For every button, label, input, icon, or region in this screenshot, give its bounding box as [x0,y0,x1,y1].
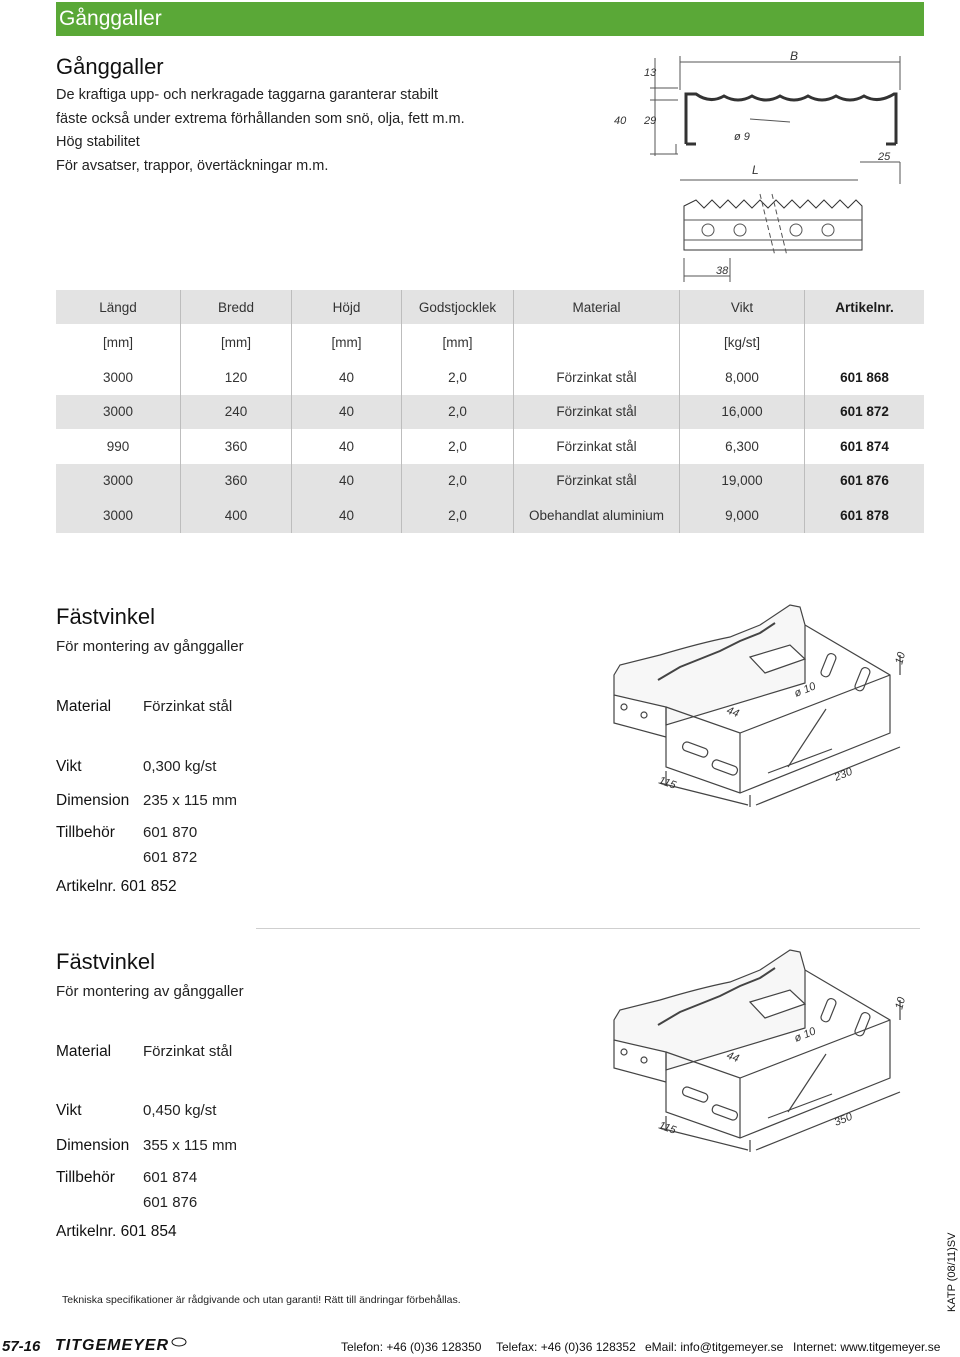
cell-article: 601 876 [805,464,925,499]
bracket2-material-label: Material [56,1043,112,1060]
table-row [56,464,924,499]
cell-length: 3000 [56,360,181,395]
bracket1-dim-10: 10 [893,650,909,666]
page-number: 57-16 [2,1338,41,1355]
bracket1-dimension: 235 x 115 mm [143,792,237,809]
cell-width: 360 [181,464,292,499]
unit-cell [514,324,680,360]
section-header-bar: Gånggaller [56,2,924,36]
cell-width: 120 [181,360,292,395]
dim-label-b: B [790,49,799,63]
bracket2-accessory: 601 874 [143,1169,198,1186]
description-line: De kraftiga upp- och nerkragade taggarna garanterar stabilt [56,87,439,103]
cell-thickness: 2,0 [402,464,514,499]
cell-article: 601 878 [805,498,925,533]
description-line: För avsatser, trappor, övertäckningar m.m. [56,157,329,174]
bracket1-dim-hole: ø 10 [792,680,818,700]
bracket1-subtitle: För montering av gånggaller [56,638,244,655]
dim-label-29: 29 [644,115,657,127]
cell-material: Förzinkat stål [514,360,680,395]
bracket2-title: Fästvinkel [56,949,156,974]
bracket2-weight-label: Vikt [56,1102,82,1119]
bracket1-accessory: 601 870 [143,824,198,841]
unit-cell: [kg/st] [680,324,805,360]
footer-email[interactable]: eMail: info@titgemeyer.se [645,1340,784,1354]
unit-cell: [mm] [402,324,514,360]
unit-cell: [mm] [56,324,181,360]
footer-phone: Telefon: +46 (0)36 128350 [341,1340,482,1354]
header-width: Bredd [181,290,292,324]
bracket2-dim-350: 350 [832,1110,855,1129]
cell-height: 40 [292,429,402,464]
cell-weight: 8,000 [680,360,805,395]
cell-height: 40 [292,498,402,533]
bracket2-article: Artikelnr. 601 854 [56,1223,177,1240]
cell-thickness: 2,0 [402,360,514,395]
logo-text: TITGEMEYER [55,1337,170,1354]
bracket1-dim-115: 115 [656,774,678,792]
dim-label-hole-9: ø 9 [734,131,750,143]
product-description [56,84,465,178]
description-line: fäste också under extrema förhållanden som snö, olja, fett m.m. [56,110,465,127]
bracket1-dim-230: 230 [832,765,855,784]
cell-height: 40 [292,395,402,430]
header-article: Artikelnr. [805,290,925,324]
footer-fax: Telefax: +46 (0)36 128352 [496,1340,636,1354]
cell-width: 360 [181,429,292,464]
table-unit-row [56,324,924,360]
bracket1-weight-label: Vikt [56,758,82,775]
bracket2-dimension-label: Dimension [56,1137,130,1154]
cell-material: Förzinkat stål [514,429,680,464]
bracket2-accessory: 601 876 [143,1194,198,1211]
table-header-row [56,290,924,324]
bracket2-dimension: 355 x 115 mm [143,1137,237,1154]
bracket2-material: Förzinkat stål [143,1043,233,1060]
cell-weight: 16,000 [680,395,805,430]
cell-article: 601 874 [840,438,889,454]
section-divider [256,928,920,929]
footer-website[interactable]: Internet: www.titgemeyer.se [793,1340,941,1354]
bracket1-article: Artikelnr. 601 852 [56,878,177,895]
header-weight: Vikt [680,290,805,324]
cell-weight: 9,000 [680,498,805,533]
disclaimer: Tekniska specifikationer är rådgivande och utan garanti! Rätt till ändringar förbehållas. [62,1294,461,1306]
bracket2-weight: 0,450 kg/st [143,1102,217,1119]
description-line: Hög stabilitet [56,134,140,150]
bracket1-material: Förzinkat stål [143,698,233,715]
company-logo [55,1337,187,1355]
dim-label-38: 38 [716,265,729,277]
bracket2-subtitle: För montering av gånggaller [56,983,244,1000]
header-height: Höjd [292,290,402,324]
cell-article: 601 872 [805,395,925,430]
table-row [56,360,924,395]
header-length: Längd [56,290,181,324]
bracket1-dim-44: 44 [724,704,741,721]
logo-mark-icon [171,1337,187,1347]
catalog-code: KATP (08/11)SV [946,1232,958,1312]
bracket1-title: Fästvinkel [56,604,156,629]
bracket2-dim-10: 10 [893,995,909,1011]
bracket2-dim-44: 44 [724,1049,741,1066]
bracket2-accessory-label: Tillbehör [56,1169,115,1186]
cell-material: Förzinkat stål [514,395,680,430]
dim-label-l: L [752,163,759,177]
product-title: Gånggaller [56,54,164,79]
bracket1-accessory: 601 872 [143,849,198,866]
cell-article: 601 868 [840,369,889,385]
cell-length: 3000 [56,395,181,430]
cell-height: 40 [292,464,402,499]
cell-material: Obehandlat aluminium [514,498,680,533]
header-material: Material [514,290,680,324]
dim-label-13: 13 [644,67,657,79]
cell-weight: 6,300 [680,429,805,464]
cell-length: 990 [56,429,181,464]
grating-profile-drawing [600,44,920,284]
dim-label-40: 40 [614,115,627,127]
cell-material: Förzinkat stål [514,464,680,499]
table-row [56,498,924,533]
unit-cell: [mm] [292,324,402,360]
cell-thickness: 2,0 [402,498,514,533]
cell-width: 400 [181,498,292,533]
bracket1-weight: 0,300 kg/st [143,758,217,775]
table-row [56,429,924,464]
unit-cell [805,324,925,360]
bracket2-drawing [600,940,920,1160]
grating-spec-table [56,290,924,533]
bracket1-drawing [600,595,920,815]
cell-width: 240 [181,395,292,430]
cell-thickness: 2,0 [402,395,514,430]
bracket2-dim-115: 115 [656,1119,678,1137]
dim-label-25: 25 [878,151,891,163]
bracket1-material-label: Material [56,698,112,715]
cell-height: 40 [292,360,402,395]
unit-cell: [mm] [181,324,292,360]
header-thickness: Godstjocklek [402,290,514,324]
cell-length: 3000 [56,464,181,499]
cell-length: 3000 [56,498,181,533]
bracket1-accessory-label: Tillbehör [56,824,115,841]
bracket1-dimension-label: Dimension [56,792,130,809]
table-row [56,395,924,430]
cell-thickness: 2,0 [402,429,514,464]
bracket2-dim-hole: ø 10 [792,1025,818,1045]
cell-weight: 19,000 [680,464,805,499]
